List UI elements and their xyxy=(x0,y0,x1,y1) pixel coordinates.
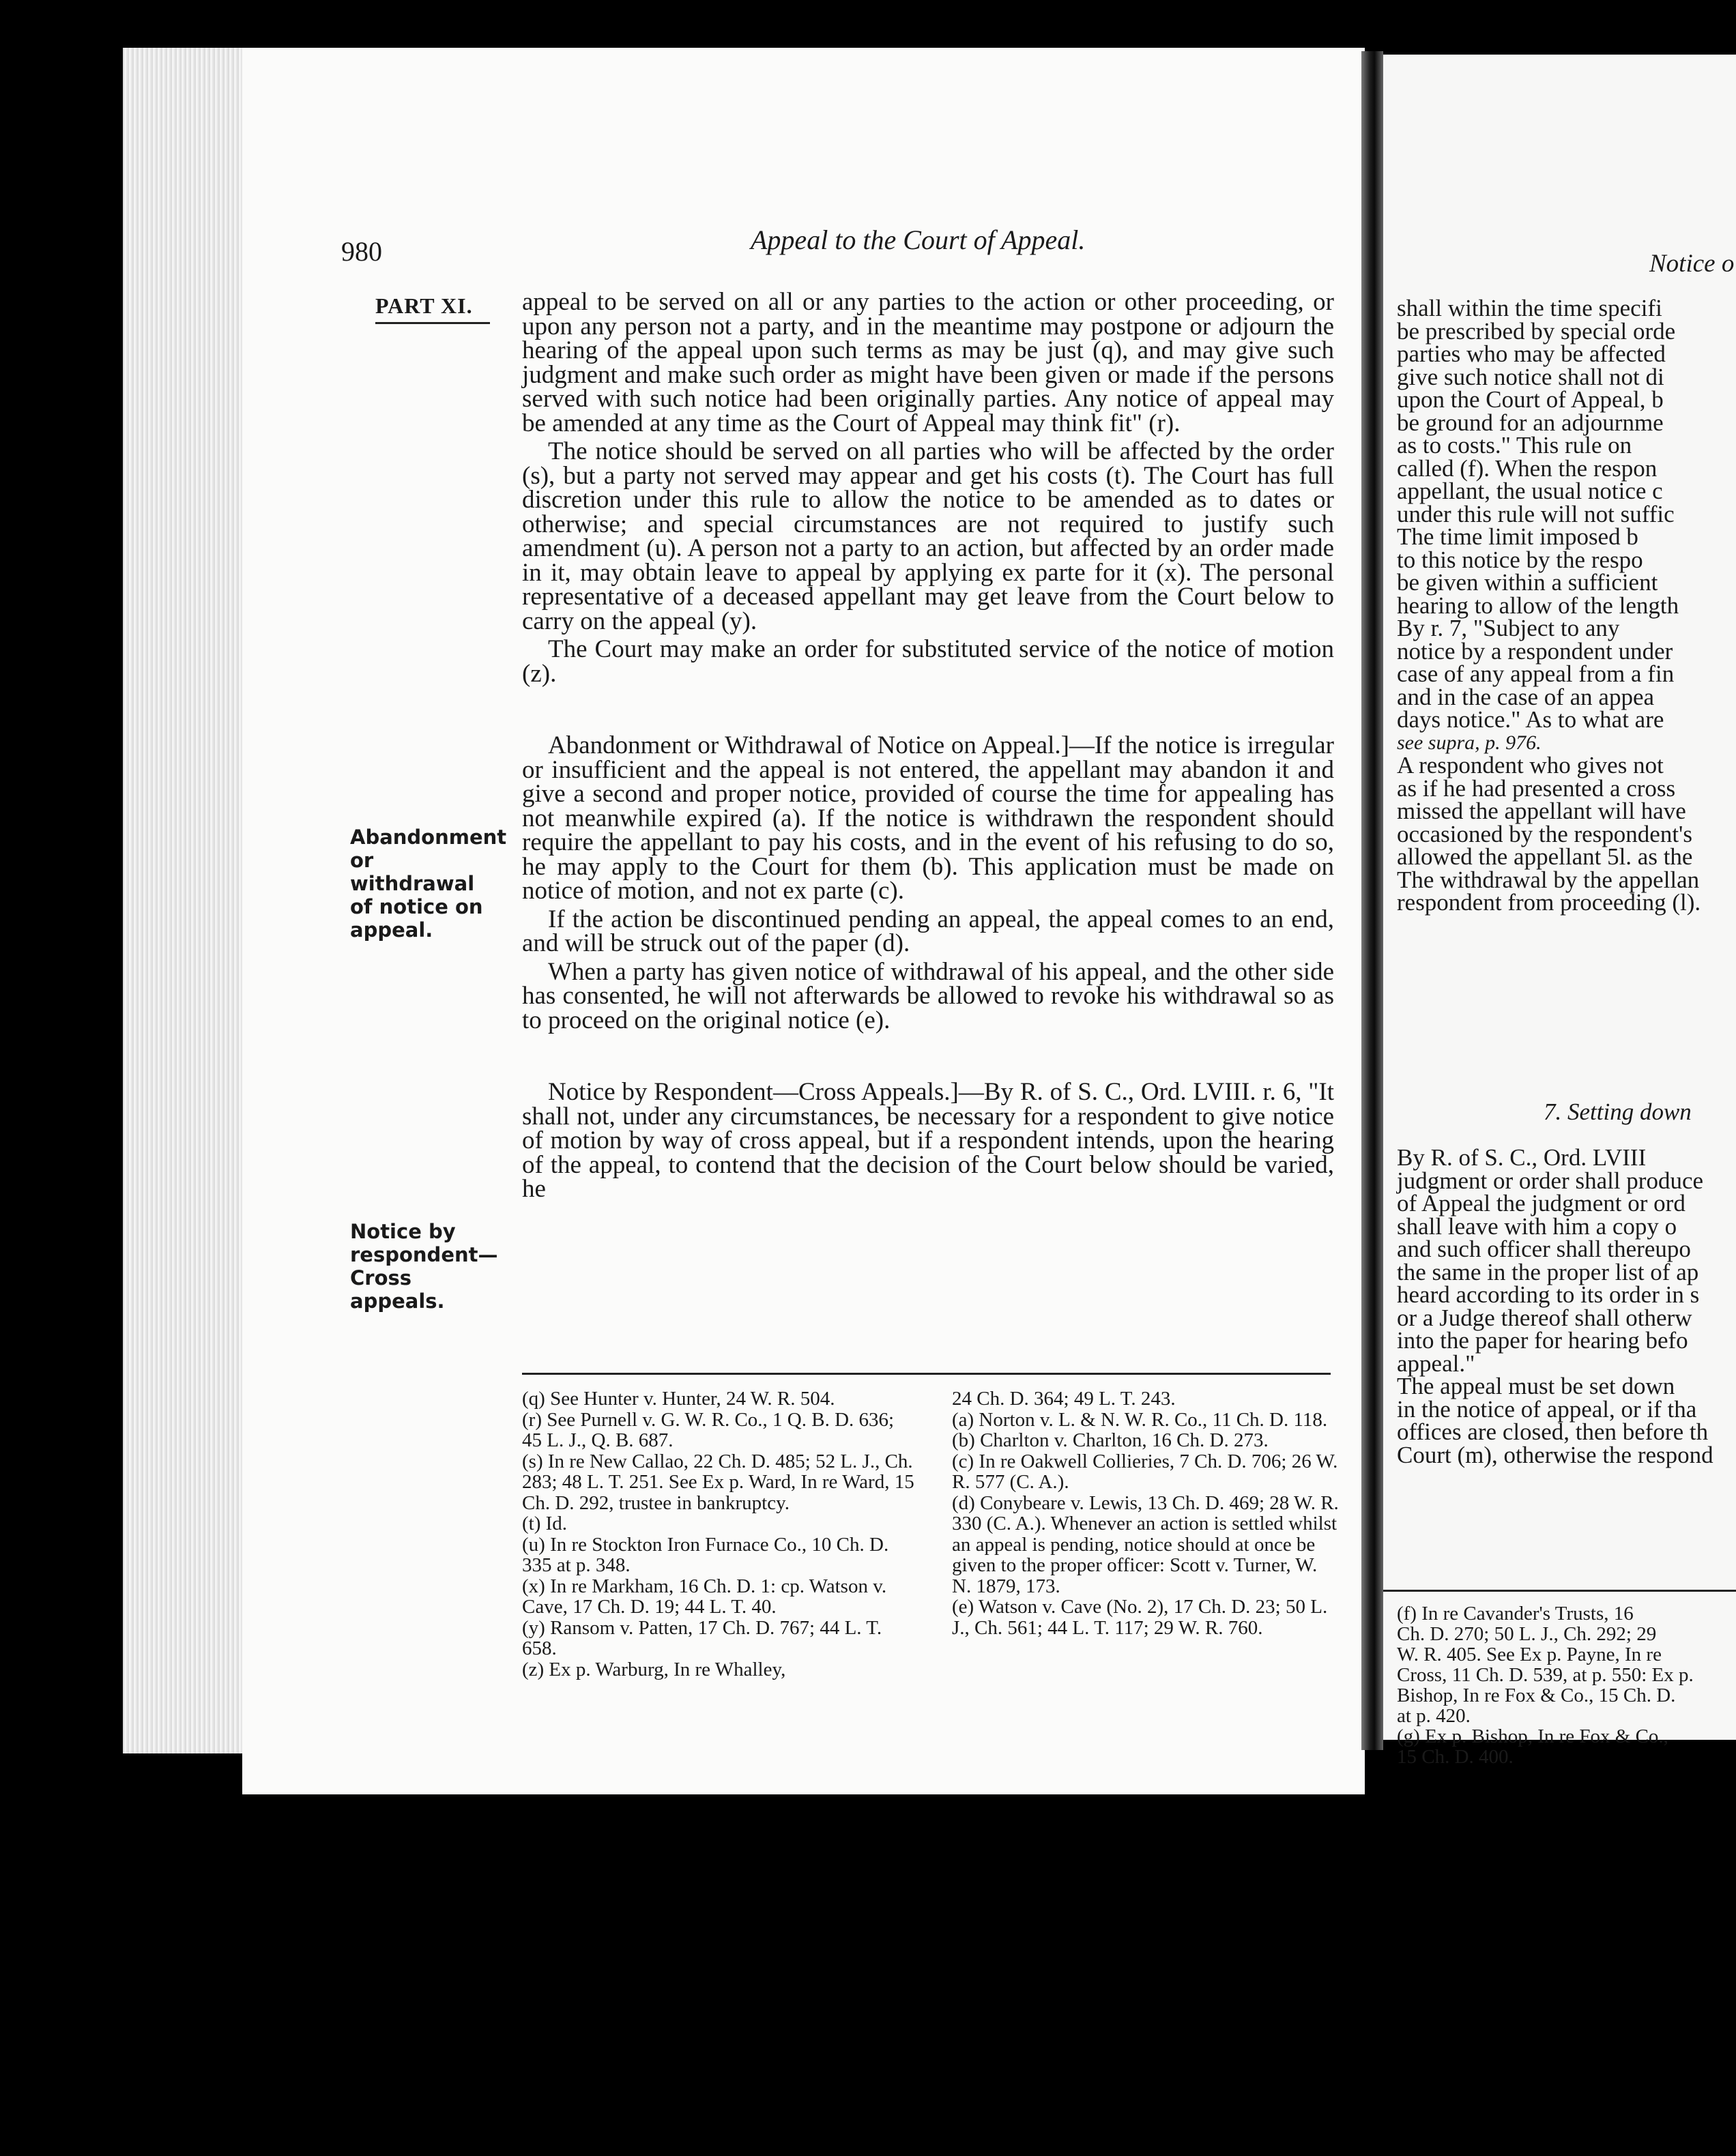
text-line: as to costs." This rule on xyxy=(1397,432,1632,458)
text-line: The withdrawal by the appellan xyxy=(1397,866,1700,893)
text-line: and in the case of an appea xyxy=(1397,683,1655,710)
text-line: as if he had presented a cross xyxy=(1397,774,1676,802)
footnote: (x) In re Markham, 16 Ch. D. 1: cp. Watson v. Cave, 17 Ch. D. 19; 44 L. T. 40. xyxy=(522,1575,887,1618)
sidenote-cross-appeals: Notice by respondent— Cross appeals. xyxy=(350,1220,498,1313)
left-page xyxy=(242,48,1365,1794)
main-text xyxy=(522,290,1334,1206)
footnote: (b) Charlton v. Charlton, 16 Ch. D. 273. xyxy=(952,1429,1269,1451)
text-line: appeal." xyxy=(1397,1350,1475,1377)
footnote: Bishop, In re Fox & Co., 15 Ch. D. xyxy=(1397,1685,1676,1706)
paragraph: The notice should be served on all parties who will be affected by the order (s), but a party not served may appear and get his costs (t). The Court has full discretion under this rule to allow the notice to be amended as to dates or otherwise; and special circumstances are not required to justify such amendment (u). A person not a party to an action, but affected by an order made in it, may obtain leave to appeal by applying ex parte for it (x). The personal representative of a deceased appellant may get leave from the Court below to carry on the appeal (y). xyxy=(522,437,1334,635)
text-line: be prescribed by special orde xyxy=(1397,317,1676,345)
text-line: shall within the time specifi xyxy=(1397,295,1662,321)
text-line: hearing to allow of the length xyxy=(1397,592,1679,619)
text-line: called (f). When the respon xyxy=(1397,454,1658,482)
text-line: missed the appellant will have xyxy=(1397,798,1686,824)
footnotes-column-2 xyxy=(952,1388,1341,1638)
footnote: 24 Ch. D. 364; 49 L. T. 243. xyxy=(952,1388,1176,1410)
text-line: case of any appeal from a fin xyxy=(1397,660,1675,687)
footnote-rule xyxy=(522,1373,1331,1375)
running-head: Appeal to the Court of Appeal. xyxy=(751,224,1086,255)
footnote: (e) Watson v. Cave (No. 2), 17 Ch. D. 23; 50 L. J., Ch. 561; 44 L. T. 117; 29 W. R. 760. xyxy=(952,1596,1328,1639)
right-text-block-1 xyxy=(1397,297,1701,914)
text-line: The time limit imposed b xyxy=(1397,523,1638,550)
footnote: (r) See Purnell v. G. W. R. Co., 1 Q. B. D. 636; 45 L. J., Q. B. 687. xyxy=(522,1408,895,1451)
footnote: (y) Ransom v. Patten, 17 Ch. D. 767; 44 L. T. 658. xyxy=(522,1616,882,1659)
text-line: or a Judge thereof shall otherw xyxy=(1397,1304,1692,1331)
right-footnotes xyxy=(1397,1603,1694,1767)
text-line: By r. 7, "Subject to any xyxy=(1397,615,1620,641)
right-running-head: Notice o xyxy=(1649,250,1735,278)
footnote: (a) Norton v. L. & N. W. R. Co., 11 Ch. D. 118. xyxy=(952,1408,1328,1431)
paragraph: appeal to be served on all or any parties to the action or other proceeding, or upon any person not a party, and in the meantime may postpone or adjourn the hearing of the appeal upon such terms as may be just (q), and may give such judgment and make such order as might have been given or made if the persons served with such notice had been originally parties. Any notice of appeal may be amended at any time as the Court of Appeal may think fit" (r). xyxy=(522,288,1334,437)
right-page xyxy=(1383,55,1736,1768)
footnote: (z) Ex p. Warburg, In re Whalley, xyxy=(522,1658,786,1680)
footnote: (t) Id. xyxy=(522,1513,568,1534)
paragraph: Notice by Respondent—Cross Appeals.]—By R. of S. C., Ord. LVIII. r. 6, "It shall not, under any circumstances, be necessary for a respondent to give notice of motion by way of cross appeal, but if a respondent intends, upon the hearing of the appeal, to contend that the decision of the Court below should be varied, he xyxy=(522,1078,1334,1203)
footnote: 15 Ch. D. 400. xyxy=(1397,1746,1514,1768)
text-line: allowed the appellant 5l. as the xyxy=(1397,843,1693,870)
right-text-block-2 xyxy=(1397,1146,1713,1466)
paragraph: When a party has given notice of withdrawal of his appeal, and the other side has consented, he will not afterwards be allowed to revoke his withdrawal so as to proceed on the original notice (e). xyxy=(522,957,1334,1034)
section-heading: 7. Setting down xyxy=(1544,1098,1692,1125)
text-line: shall leave with him a copy o xyxy=(1397,1212,1677,1240)
text-line: to this notice by the respo xyxy=(1397,546,1643,573)
part-label-underline xyxy=(375,322,490,324)
footnote: (g) Ex p. Bishop, In re Fox & Co., xyxy=(1397,1725,1668,1747)
footnotes-column-1 xyxy=(522,1388,914,1680)
text-line: the same in the proper list of ap xyxy=(1397,1258,1699,1285)
paragraph: The Court may make an order for substituted service of the notice of motion (z). xyxy=(522,635,1334,688)
page-number: 980 xyxy=(341,236,382,267)
paragraph: Abandonment or Withdrawal of Notice on Appeal.]—If the notice is irregular or insufficient and the appeal is not entered, the appellant may abandon it and give a second and proper notice, provided of course the time for appealing has not meanwhile expired (a). If the notice is withdrawn the respondent should require the appellant to pay his costs, and in the event of his refusing to do so, he may apply to the Court for them (b). This application must be made on notice of motion, and not ex parte (c). xyxy=(522,731,1334,905)
part-label: PART XI. xyxy=(375,293,473,318)
page-edges xyxy=(123,48,246,1753)
footnote: W. R. 405. See Ex p. Payne, In re xyxy=(1397,1644,1662,1665)
text-line: days notice." As to what are xyxy=(1397,706,1664,733)
footnote: (d) Conybeare v. Lewis, 13 Ch. D. 469; 28 W. R. 330 (C. A.). Whenever an action is settled whilst an appeal is pending, notice should at once be given to the proper officer: Scott v. Turner, W. N. 1879, 173. xyxy=(952,1491,1339,1597)
footnote: (u) In re Stockton Iron Furnace Co., 10 Ch. D. 335 at p. 348. xyxy=(522,1533,889,1576)
text-line: and such officer shall thereupo xyxy=(1397,1236,1691,1262)
text-line: heard according to its order in s xyxy=(1397,1281,1700,1308)
text-line: offices are closed, then before th xyxy=(1397,1418,1709,1445)
text-line: be given within a sufficient xyxy=(1397,569,1658,596)
book-gutter xyxy=(1361,51,1383,1750)
text-line: respondent from proceeding (l). xyxy=(1397,889,1701,916)
footnote: (c) In re Oakwell Collieries, 7 Ch. D. 706; 26 W. R. 577 (C. A.). xyxy=(952,1450,1338,1493)
text-line: see supra, p. 976. xyxy=(1397,731,1542,754)
text-line: appellant, the usual notice c xyxy=(1397,478,1663,504)
footnote: (s) In re New Callao, 22 Ch. D. 485; 52 L. J., Ch. 283; 48 L. T. 251. See Ex p. Ward, In re Ward, 15 Ch. D. 292, trustee in bankruptcy. xyxy=(522,1450,914,1514)
text-line: judgment or order shall produce xyxy=(1397,1167,1704,1194)
text-line: be ground for an adjournme xyxy=(1397,409,1664,436)
footnote: Ch. D. 270; 50 L. J., Ch. 292; 29 xyxy=(1397,1623,1657,1645)
text-line: notice by a respondent under xyxy=(1397,637,1673,665)
text-line: of Appeal the judgment or ord xyxy=(1397,1190,1686,1217)
paragraph: If the action be discontinued pending an appeal, the appeal comes to an end, and will be struck out of the paper (d). xyxy=(522,905,1334,957)
footnote: Cross, 11 Ch. D. 539, at p. 550: Ex p. xyxy=(1397,1664,1694,1686)
right-footnote-rule xyxy=(1383,1590,1736,1592)
text-line: A respondent who gives not xyxy=(1397,752,1664,778)
text-line: Court (m), otherwise the respond xyxy=(1397,1441,1713,1468)
text-line: into the paper for hearing befo xyxy=(1397,1327,1688,1354)
text-line: The appeal must be set down xyxy=(1397,1373,1675,1399)
footnote: (q) See Hunter v. Hunter, 24 W. R. 504. xyxy=(522,1388,835,1410)
text-line: By R. of S. C., Ord. LVIII xyxy=(1397,1144,1647,1171)
text-line: parties who may be affected xyxy=(1397,340,1666,367)
text-line: give such notice shall not di xyxy=(1397,363,1664,390)
footnote: (f) In re Cavander's Trusts, 16 xyxy=(1397,1603,1634,1625)
text-line: occasioned by the respondent's xyxy=(1397,820,1692,847)
text-line: under this rule will not suffic xyxy=(1397,500,1675,527)
text-line: upon the Court of Appeal, b xyxy=(1397,386,1664,413)
text-line: in the notice of appeal, or if tha xyxy=(1397,1395,1697,1423)
sidenote-abandonment: Abandonment or withdrawal of notice on appeal. xyxy=(350,826,507,942)
footnote: at p. 420. xyxy=(1397,1705,1471,1727)
